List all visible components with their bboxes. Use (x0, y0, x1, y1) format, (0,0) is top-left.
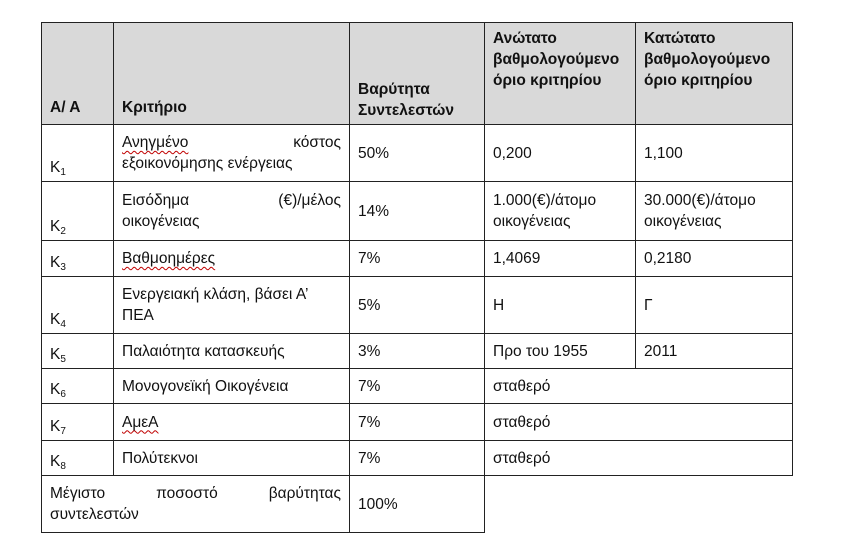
row-lower: 1,100 (636, 125, 793, 182)
row-criterion: Παλαιότητα κατασκευής (114, 334, 350, 369)
header-criterion: Κριτήριο (114, 23, 350, 125)
row-weight: 50% (350, 125, 485, 182)
row-code: $K_8$ (42, 441, 114, 476)
row-weight: 7% (350, 441, 485, 476)
row-criterion: Πολύτεκνοι (114, 441, 350, 476)
row-weight: 7% (350, 241, 485, 277)
row-code: $K_4$ (42, 277, 114, 334)
row-criterion: Μονογονεϊκή Οικογένεια (114, 369, 350, 404)
row-weight: 5% (350, 277, 485, 334)
criterion-word-1: Ανηγμένο (122, 134, 189, 151)
row-code: $K_1$ (42, 125, 114, 182)
row-lower: Γ (636, 277, 793, 334)
total-row (42, 476, 793, 533)
criterion-line-2: οικογένειας (122, 213, 200, 230)
row-upper: 1.000(€)/άτομο οικογένειας (485, 182, 636, 241)
table-row (42, 334, 793, 369)
total-label: Μέγιστο ποσοστό βαρύτητας συντελεστών (42, 476, 350, 533)
row-fixed: σταθερό (485, 369, 793, 404)
criteria-table (41, 22, 793, 533)
criterion-word-2: κόστος (293, 134, 341, 151)
row-code: $K_3$ (42, 241, 114, 277)
row-lower: 0,2180 (636, 241, 793, 277)
row-criterion: Ενεργειακή κλάση, βάσει Α’ ΠΕΑ (114, 277, 350, 334)
row-upper: Η (485, 277, 636, 334)
criterion-word-2: (€)/μέλος (278, 192, 341, 209)
row-fixed: σταθερό (485, 441, 793, 476)
table-row (42, 277, 793, 334)
header-weight: Βαρύτητα Συντελεστών (350, 23, 485, 125)
row-code: $K_7$ (42, 404, 114, 441)
row-code: $K_2$ (42, 182, 114, 241)
row-upper: 0,200 (485, 125, 636, 182)
row-code: $K_6$ (42, 369, 114, 404)
row-criterion: Βαθμοημέρες (114, 241, 350, 277)
criterion-word-1: Εισόδημα (122, 192, 190, 209)
row-fixed: σταθερό (485, 404, 793, 441)
row-criterion (114, 125, 350, 182)
row-code: $K_5$ (42, 334, 114, 369)
header-row (42, 23, 793, 125)
header-aa: Α/ Α (42, 23, 114, 125)
row-criterion (114, 182, 350, 241)
row-upper: Προ του 1955 (485, 334, 636, 369)
empty-cell (485, 476, 793, 533)
row-upper: 1,4069 (485, 241, 636, 277)
table-row (42, 125, 793, 182)
row-weight: 7% (350, 404, 485, 441)
table-row (42, 404, 793, 441)
table-row (42, 441, 793, 476)
table-row (42, 369, 793, 404)
row-criterion: ΑμεΑ (114, 404, 350, 441)
table-row (42, 182, 793, 241)
criterion-line-2: εξοικονόμησης ενέργειας (122, 155, 293, 172)
row-lower: 2011 (636, 334, 793, 369)
table-row (42, 241, 793, 277)
header-lower-limit: Κατώτατο βαθμολογούμενο όριο κριτηρίου (636, 23, 793, 125)
row-weight: 14% (350, 182, 485, 241)
row-lower: 30.000(€)/άτομο οικογένειας (636, 182, 793, 241)
total-weight: 100% (350, 476, 485, 533)
row-weight: 7% (350, 369, 485, 404)
row-weight: 3% (350, 334, 485, 369)
header-upper-limit: Ανώτατο βαθμολογούμενο όριο κριτηρίου (485, 23, 636, 125)
